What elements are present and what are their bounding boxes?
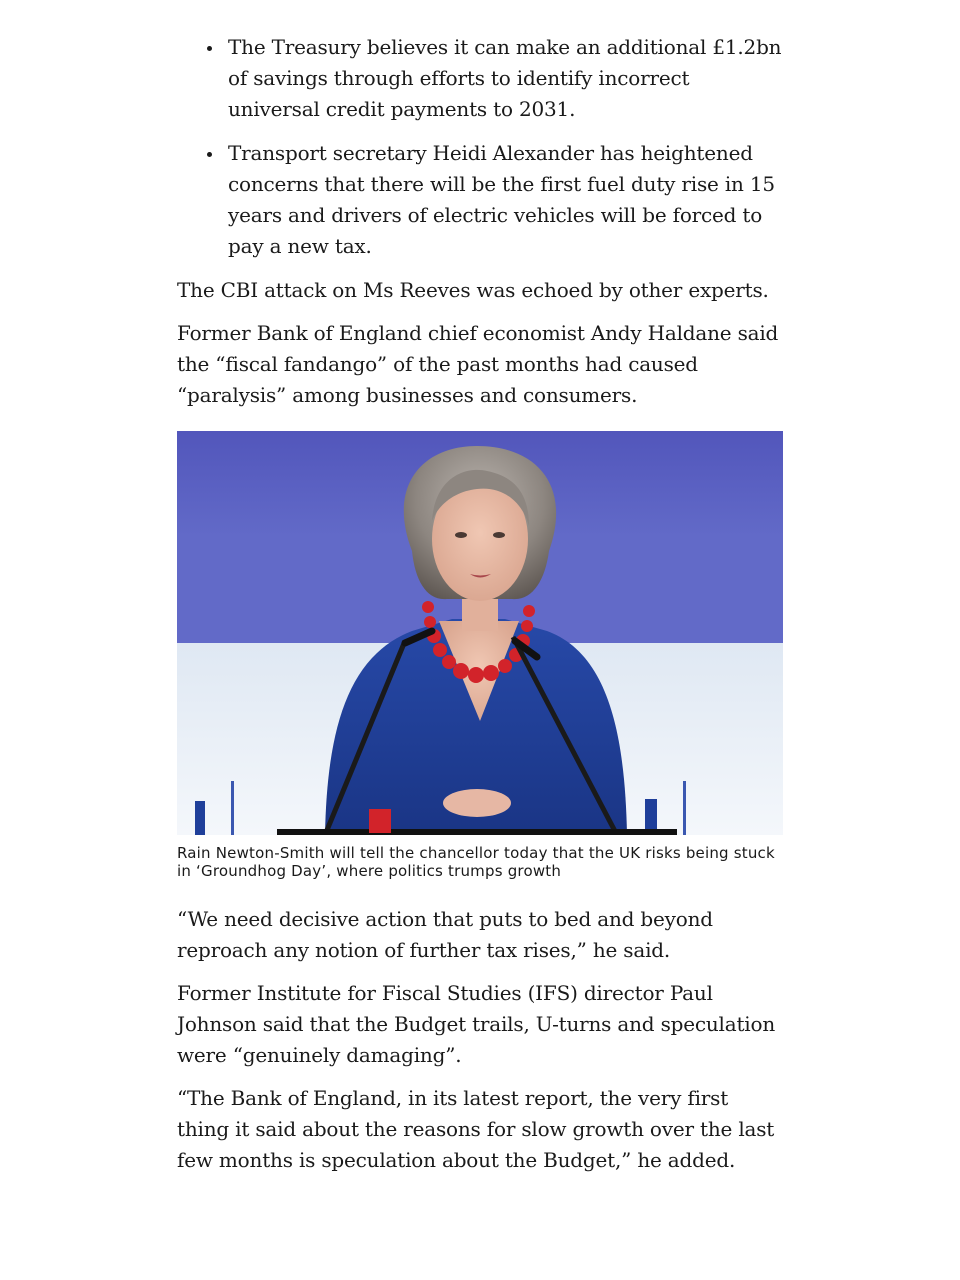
- lectern: [277, 829, 677, 835]
- background-prop: [231, 781, 234, 835]
- paragraph: The CBI attack on Ms Reeves was echoed by other experts.: [177, 278, 769, 302]
- bullet-text: The Treasury believes it can make an additional £1.2bn of savings through efforts to identify incorrect universal credit payments to 2031.: [228, 35, 782, 121]
- photo-rain-newton-smith: [177, 431, 783, 835]
- clasped-hands: [443, 789, 511, 817]
- background-prop: [683, 781, 686, 835]
- paragraph: Former Institute for Fiscal Studies (IFS) director Paul Johnson said that the Budget trails, U-turns and speculation were “genuinely damaging”.: [177, 981, 776, 1067]
- article-figure: [177, 431, 783, 880]
- paragraph: “The Bank of England, in its latest report, the very first thing it said about the reasons for slow growth over the last few months is speculation about the Budget,” he added.: [177, 1086, 775, 1172]
- bullet-item: [177, 138, 783, 262]
- figure-caption: Rain Newton-Smith will tell the chancellor today that the UK risks being stuck in ‘Groundhog Day’, where politics trumps growth: [177, 844, 775, 880]
- background-prop: [195, 801, 205, 835]
- bullet-item: [177, 32, 783, 125]
- bullet-text: Transport secretary Heidi Alexander has heightened concerns that there will be the first fuel duty rise in 15 years and drivers of electric vehicles will be forced to pay a new tax.: [228, 141, 775, 258]
- bullet-list: [177, 32, 783, 262]
- paragraph: “We need decisive action that puts to bed and beyond reproach any notion of further tax rises,” he said.: [177, 907, 713, 962]
- article-body: [177, 32, 783, 1188]
- red-cuff: [369, 809, 391, 833]
- left-eye: [455, 532, 467, 538]
- bullet-dot-icon: [207, 46, 212, 51]
- paragraph: Former Bank of England chief economist Andy Haldane said the “fiscal fandango” of the past months had caused “paralysis” among businesses and consumers.: [177, 321, 779, 407]
- right-eye: [493, 532, 505, 538]
- bullet-dot-icon: [207, 152, 212, 157]
- photo-illustration: [177, 431, 783, 835]
